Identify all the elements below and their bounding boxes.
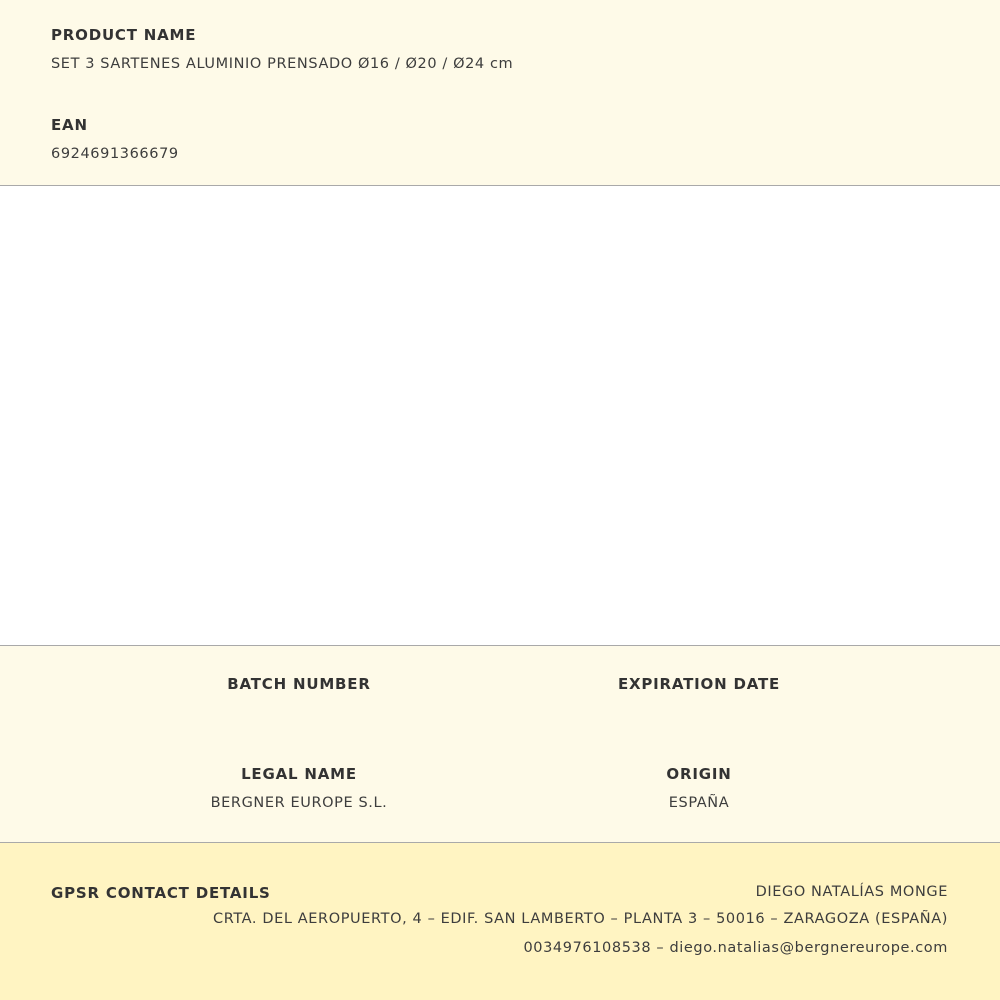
gpsr-contact-section (0, 843, 1000, 1000)
expiration-date-label: EXPIRATION DATE (617, 675, 781, 693)
ean-label: EAN (51, 116, 88, 134)
ean-value: 6924691366679 (51, 146, 179, 162)
origin-label: ORIGIN (666, 765, 732, 783)
batch-number-label: BATCH NUMBER (227, 675, 371, 693)
legal-name-label: LEGAL NAME (241, 765, 357, 783)
blank-area (0, 186, 1000, 645)
gpsr-contact-label: GPSR CONTACT DETAILS (51, 884, 271, 902)
legal-name-value: BERGNER EUROPE S.L. (210, 795, 388, 811)
contact-address: CRTA. DEL AEROPUERTO, 4 – EDIF. SAN LAMBERTO – PLANTA 3 – 50016 – ZARAGOZA (ESPAÑA) (212, 911, 948, 927)
contact-phone-email: 0034976108538 – diego.natalias@bergnereurope.com (523, 940, 948, 956)
origin-value: ESPAÑA (668, 795, 730, 811)
info-section (0, 645, 1000, 843)
product-name-label: PRODUCT NAME (51, 26, 197, 44)
contact-person: DIEGO NATALÍAS MONGE (755, 884, 948, 900)
product-section (0, 0, 1000, 186)
product-name-value: SET 3 SARTENES ALUMINIO PRENSADO Ø16 / Ø20 / Ø24 cm (51, 56, 514, 72)
